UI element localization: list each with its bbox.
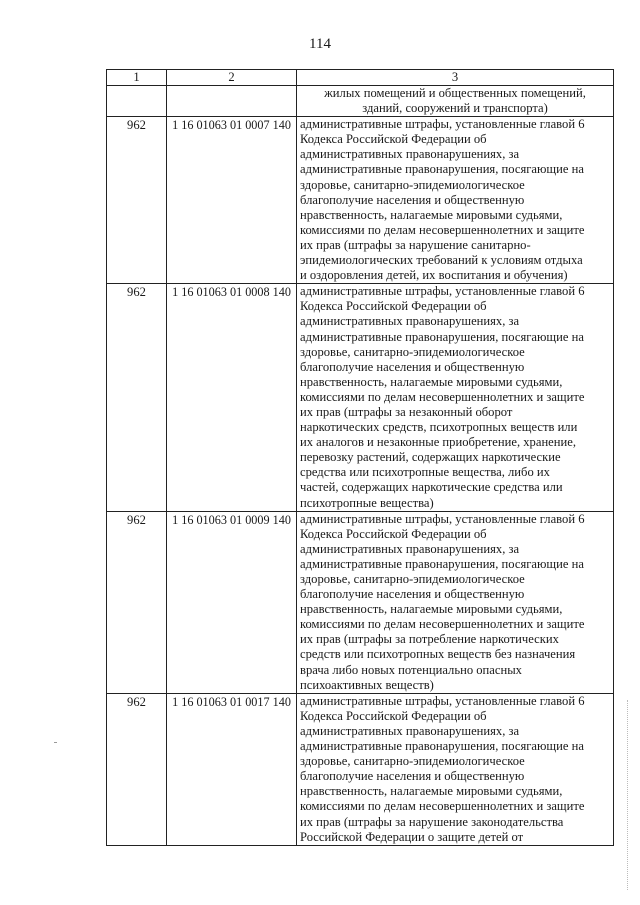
description-line: нравственность, налагаемые мировыми судьями, [300,207,563,222]
description-line: административных правонарушениях, за [300,314,520,329]
continuation-admin-cell [107,86,167,117]
description-line: административных правонарушениях, за [300,723,520,738]
description-line: административные правонарушения, посягающие на [300,162,584,177]
description-line: административные штрафы, установленные главой 6 [300,284,585,299]
description-line: врача либо новых потенциально опасных [300,662,522,677]
scan-speck [54,742,57,743]
description-line: здоровье, санитарно-эпидемиологическое [300,754,525,769]
admin-code-cell: 962 [107,117,167,284]
description-cell [297,117,614,284]
budget-code-cell: 1 16 01063 01 0007 140 [167,117,297,284]
scan-margin-mark [627,700,630,890]
header-col-1: 1 [107,70,167,86]
description-line: нравственность, налагаемые мировыми судьями, [300,374,563,389]
description-line: Кодекса Российской Федерации об [300,526,487,541]
description-line: их прав (штрафы за нарушение законодательства [300,814,564,829]
table-row [107,284,614,511]
description-line: административные штрафы, установленные главой 6 [300,117,585,132]
description-line: комиссиями по делам несовершеннолетних и защите [300,389,585,404]
description-line: Кодекса Российской Федерации об [300,132,487,147]
budget-code-cell: 1 16 01063 01 0008 140 [167,284,297,511]
description-line: нравственность, налагаемые мировыми судьями, [300,784,563,799]
description-line: их аналогов и незаконные приобретение, хранение, [300,435,576,450]
admin-code-cell: 962 [107,284,167,511]
description-line: административные правонарушения, посягающие на [300,556,584,571]
header-col-3: 3 [297,70,614,86]
description-line: комиссиями по делам несовершеннолетних и защите [300,222,585,237]
description-line: зданий, сооружений и транспорта) [362,101,548,116]
admin-code-cell: 962 [107,511,167,693]
description-line: здоровье, санитарно-эпидемиологическое [300,572,525,586]
description-line: наркотических средств, психотропных веществ или [300,420,578,435]
description-line: нравственность, налагаемые мировыми судьями, [300,602,563,617]
description-cell [297,284,614,511]
description-cell [297,693,614,845]
continuation-code-cell [167,86,297,117]
description-line: психотропные вещества) [300,495,434,510]
description-line: благополучие населения и общественную [300,359,525,374]
description-line: их прав (штрафы за нарушение санитарно- [300,237,531,252]
description-line: административные правонарушения, посягающие на [300,329,584,344]
description-line: их прав (штрафы за незаконный оборот [300,404,513,419]
description-line: комиссиями по делам несовершеннолетних и защите [300,617,585,632]
budget-code-cell: 1 16 01063 01 0017 140 [167,693,297,845]
table-row [107,117,614,284]
description-line: Кодекса Российской Федерации об [300,708,487,723]
budget-codes-table [106,69,614,846]
description-line: психоактивных веществ) [300,677,434,692]
description-line: Российской Федерации о защите детей от [300,829,524,844]
description-line: благополучие населения и общественную [300,769,525,784]
header-col-2: 2 [167,70,297,86]
continuation-row [107,86,614,117]
description-line: административных правонарушениях, за [300,147,520,162]
description-line: перевозку растений, содержащих наркотические [300,450,561,465]
description-line: Кодекса Российской Федерации об [300,299,487,314]
admin-code-cell: 962 [107,693,167,845]
description-line: административных правонарушениях, за [300,541,520,556]
description-line: благополучие населения и общественную [300,587,525,602]
description-line: жилых помещений и общественных помещений, [324,86,586,100]
description-line: частей, содержащих наркотические средства или [300,480,563,495]
description-line: здоровье, санитарно-эпидемиологическое [300,344,525,359]
description-line: средств или психотропных веществ без назначения [300,647,576,662]
description-line: эпидемиологических требований к условиям отдыха [300,253,583,268]
table-row [107,693,614,845]
page-number: 114 [309,36,331,52]
header-row [107,70,614,86]
description-line: комиссиями по делам несовершеннолетних и защите [300,799,585,814]
description-line: и оздоровления детей, их воспитания и обучения) [300,268,568,283]
table-row [107,511,614,693]
continuation-description [297,86,614,117]
description-cell [297,511,614,693]
description-line: здоровье, санитарно-эпидемиологическое [300,177,525,192]
description-line: их прав (штрафы за потребление наркотических [300,632,559,647]
description-line: административные штрафы, установленные главой 6 [300,511,585,526]
budget-code-cell: 1 16 01063 01 0009 140 [167,511,297,693]
description-line: административные правонарушения, посягающие на [300,739,584,754]
description-line: благополучие населения и общественную [300,192,525,207]
description-line: средства или психотропные вещества, либо их [300,465,550,480]
description-line: административные штрафы, установленные главой 6 [300,693,585,708]
